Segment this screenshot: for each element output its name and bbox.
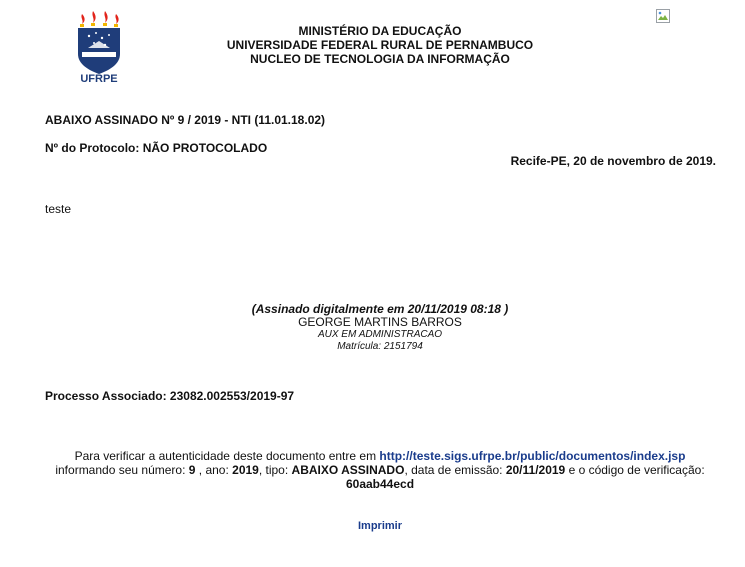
verification-text: informando seu número: [55,463,189,477]
verification-code: 60aab44ecd [345,477,415,491]
signer-registration: Matrícula: 2151794 [337,341,423,352]
verification-date: 20/11/2019 [505,463,566,477]
signature-timestamp: (Assinado digitalmente em 20/11/2019 08:18 ) [251,302,509,316]
verification-text: , data de emissão: [404,463,506,477]
associated-process: Processo Associado: 23082.002553/2019-97 [45,389,295,403]
broken-image-icon [655,8,671,24]
signer-name: GEORGE MARTINS BARROS [298,315,462,329]
verification-type: ABAIXO ASSINADO [291,463,405,477]
department-line: NUCLEO DE TECNOLOGIA DA INFORMAÇÃO [250,52,510,66]
signer-role: AUX EM ADMINISTRACAO [317,329,443,340]
document-date: Recife-PE, 20 de novembro de 2019. [510,154,716,168]
ministry-line: MINISTÉRIO DA EDUCAÇÃO [298,24,462,38]
logo-text: UFRPE [80,73,118,85]
verification-number: 9 [188,463,196,477]
document-header [0,24,745,66]
university-line: UNIVERSIDADE FEDERAL RURAL DE PERNAMBUCO [226,38,534,52]
protocol-number: Nº do Protocolo: NÃO PROTOCOLADO [45,141,268,155]
verification-intro: Para verificar a autenticidade deste documento entre em [74,449,380,463]
document-body: teste [45,202,72,216]
verification-text: , tipo: [258,463,292,477]
signature-block [0,303,745,353]
verification-year: 2019 [232,463,259,477]
document-title: ABAIXO ASSINADO Nº 9 / 2019 - NTI (11.01.18.02) [45,113,326,127]
verification-text: , ano: [195,463,233,477]
print-link[interactable]: Imprimir [357,520,402,532]
verification-note [0,449,745,491]
verification-text: e o código de verificação: [565,463,705,477]
verification-link[interactable]: http://teste.sigs.ufrpe.br/public/documentos/index.jsp [379,449,686,463]
